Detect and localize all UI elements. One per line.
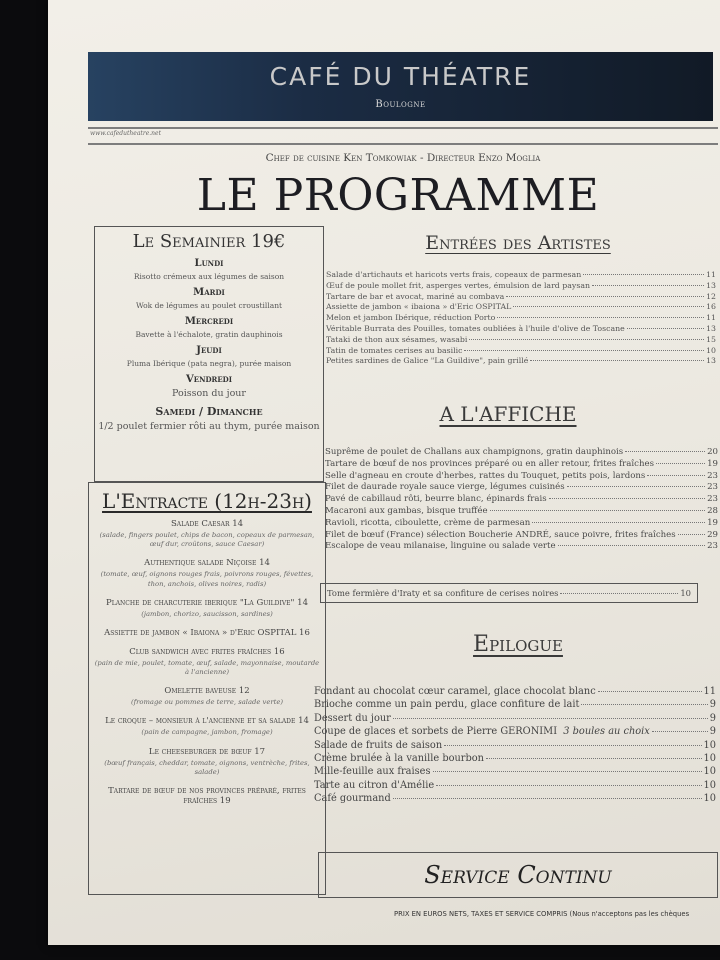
price: 29 bbox=[707, 529, 718, 540]
price: 10 bbox=[703, 766, 716, 778]
menu-row: Véritable Burrata des Pouilles, tomates oubliées à l'huile d'olive de Toscane 13 bbox=[326, 323, 716, 333]
price: 20 bbox=[707, 447, 718, 457]
semainier-title: Le Semainier 19€ bbox=[132, 231, 286, 252]
price: 23 bbox=[707, 541, 718, 552]
epilogue-title: Epilogue bbox=[473, 632, 563, 657]
menu-row: Dessert du jour 9 bbox=[314, 712, 716, 724]
menu-row: Filet de bœuf (France) sélection Boucherie ANDRÉ, sauce poivre, frites fraîches 29 bbox=[325, 529, 718, 540]
service-continu-box bbox=[318, 852, 718, 898]
price: 28 bbox=[707, 505, 718, 516]
price: 11 bbox=[706, 270, 716, 279]
page-title: LE PROGRAMME bbox=[196, 170, 600, 221]
header-banner bbox=[88, 52, 713, 121]
day-item: Vendredi Poisson du jour bbox=[172, 374, 246, 399]
price: 13 bbox=[706, 280, 716, 290]
price: 23 bbox=[707, 494, 718, 505]
menu-sheet bbox=[48, 0, 720, 945]
price: 13 bbox=[706, 323, 716, 333]
price: 11 bbox=[703, 686, 716, 697]
menu-row: Crème brulée à la vanille bourbon 10 bbox=[314, 753, 716, 765]
price: 10 bbox=[706, 345, 716, 355]
entracte-item: Assiette de jambon « Ibaiona » d'Eric OSPITAL 16 bbox=[104, 627, 310, 638]
website-link[interactable]: www.cafedutheatre.net bbox=[90, 130, 161, 137]
menu-row: Brioche comme un pain perdu, glace confiture de lait 9 bbox=[314, 699, 716, 711]
day-item: Lundi Risotto crémeux aux légumes de saison bbox=[133, 258, 285, 281]
price: 19 bbox=[707, 458, 718, 469]
menu-row: Œuf de poule mollet frit, asperges vertes, émulsion de lard paysan 13 bbox=[326, 280, 716, 290]
cheese-box bbox=[320, 583, 698, 603]
price: 10 bbox=[703, 793, 716, 805]
menu-row: Tartare de bar et avocat, mariné au combava 12 bbox=[326, 291, 716, 301]
menu-row: Ravioli, ricotta, ciboulette, crème de parmesan 19 bbox=[325, 517, 718, 528]
price: 12 bbox=[706, 291, 716, 301]
entracte-item: Tartare de bœuf de nos provinces préparé, frites fraîches 19 bbox=[108, 785, 306, 806]
restaurant-name: CAFÉ DU THÉATRE bbox=[269, 62, 532, 91]
entracte-item: Omelette baveuse 12 (fromage ou pommes de terre, salade verte) bbox=[130, 686, 284, 707]
restaurant-city: Boulogne bbox=[375, 99, 426, 110]
menu-row: Selle d'agneau en croute d'herbes, rattes du Touquet, petits pois, lardons 23 bbox=[325, 470, 718, 481]
menu-row: Petites sardines de Galice "La Guildive", pain grillé 13 bbox=[326, 356, 716, 366]
price: 23 bbox=[707, 482, 718, 493]
entrees-list bbox=[326, 270, 716, 367]
menu-row: Melon et jambon Ibérique, réduction Porto 11 bbox=[326, 313, 716, 323]
day-item: Jeudi Pluma Ibérique (pata negra), purée maison bbox=[126, 345, 292, 368]
price: 23 bbox=[707, 470, 718, 481]
menu-row: Fondant au chocolat cœur caramel, glace chocolat blanc 11 bbox=[314, 686, 716, 697]
menu-row: Filet de daurade royale sauce vierge, légumes cuisinés 23 bbox=[325, 482, 718, 493]
entrees-title: Entrées des Artistes bbox=[425, 232, 611, 254]
price: 10 bbox=[680, 588, 691, 598]
menu-row: Tataki de thon aux sésames, wasabi 15 bbox=[326, 334, 716, 344]
price: 10 bbox=[703, 779, 716, 791]
day-item: Samedi / Dimanche 1/2 poulet fermier rôti au thym, purée maison bbox=[98, 405, 320, 432]
entracte-title: L'Entracte (12h-23h) bbox=[102, 489, 312, 513]
service-continu-label: Service Continu bbox=[424, 861, 612, 889]
menu-row: Salade d'artichauts et haricots verts frais, copeaux de parmesan 11 bbox=[326, 270, 716, 279]
menu-row: Assiette de jambon « ibaiona » d'Eric OSPITAL 16 bbox=[326, 302, 716, 312]
menu-row: Mille-feuille aux fraises 10 bbox=[314, 766, 716, 778]
menu-row: Tome fermière d'Iraty et sa confiture de cerises noires 10 bbox=[327, 588, 691, 598]
price: 9 bbox=[709, 712, 716, 724]
semainier-box bbox=[94, 226, 324, 482]
menu-row: Salade de fruits de saison 10 bbox=[314, 739, 716, 751]
menu-row: Suprême de poulet de Challans aux champignons, gratin dauphinois 20 bbox=[325, 447, 718, 457]
menu-row: Coupe de glaces et sorbets de Pierre GERONIMI 3 boules au choix 9 bbox=[314, 726, 716, 738]
entracte-box bbox=[88, 482, 326, 895]
price: 19 bbox=[707, 517, 718, 528]
affiche-title: A L'AFFICHE bbox=[439, 402, 577, 426]
day-item: Mardi Wok de légumes au poulet croustillant bbox=[135, 287, 283, 310]
entracte-item: Planche de charcuterie iberique "La Guildive" 14 (jambon, chorizo, saucisson, sardines) bbox=[106, 597, 308, 618]
price: 10 bbox=[703, 739, 716, 751]
entracte-item: Authentique salade Niçoise 14 (tomate, œuf, oignons rouges frais, poivrons rouges, févettes, thon, anchois, olives noires, radis) bbox=[100, 558, 314, 588]
price: 15 bbox=[706, 334, 716, 344]
menu-row: Escalope de veau milanaise, linguine ou salade verte 23 bbox=[325, 541, 718, 552]
menu-row: Café gourmand 10 bbox=[314, 793, 716, 805]
epilogue-list bbox=[314, 685, 716, 806]
divider bbox=[88, 127, 718, 129]
entracte-item: Le croque – monsieur à l'ancienne et sa salade 14 (pain de campagne, jambon, fromage) bbox=[105, 716, 309, 737]
price: 16 bbox=[706, 302, 716, 312]
entracte-item: Salade Caesar 14 (salade, fingers poulet, chips de bacon, copeaux de parmesan, œuf dur, croûtons, sauce Caesar) bbox=[99, 519, 315, 549]
menu-row: Macaroni aux gambas, bisque truffée 28 bbox=[325, 505, 718, 516]
menu-row: Pavé de cabillaud rôti, beurre blanc, épinards frais 23 bbox=[325, 494, 718, 505]
day-item: Mercredi Bavette à l'échalote, gratin dauphinois bbox=[135, 316, 283, 339]
price: 9 bbox=[709, 726, 716, 738]
menu-row: Tarte au citron d'Amélie 10 bbox=[314, 779, 716, 791]
price: 13 bbox=[706, 356, 716, 366]
price: 11 bbox=[706, 313, 716, 323]
divider bbox=[88, 143, 718, 145]
price-footnote: PRIX EN EUROS NETS, TAXES ET SERVICE COMPRIS (Nous n'acceptons pas les chèques bbox=[394, 910, 690, 918]
menu-row: Tatin de tomates cerises au basilic 10 bbox=[326, 345, 716, 355]
price: 10 bbox=[703, 753, 716, 765]
affiche-list bbox=[325, 447, 718, 553]
menu-row: Tartare de bœuf de nos provinces préparé ou en aller retour, frites fraîches 19 bbox=[325, 458, 718, 469]
entracte-item: Le cheeseburger de bœuf 17 (bœuf français, cheddar, tomate, oignons, ventrèche, frites, salade) bbox=[104, 746, 310, 776]
staff-credits: Chef de cuisine Ken Tomkowiak - Directeur Enzo Moglia bbox=[265, 152, 541, 164]
entracte-item: Club sandwich avec frites fraîches 16 (pain de mie, poulet, tomate, œuf, salade, mayonnaise, moutarde à l'ancienne) bbox=[94, 646, 320, 677]
price: 9 bbox=[709, 699, 716, 711]
